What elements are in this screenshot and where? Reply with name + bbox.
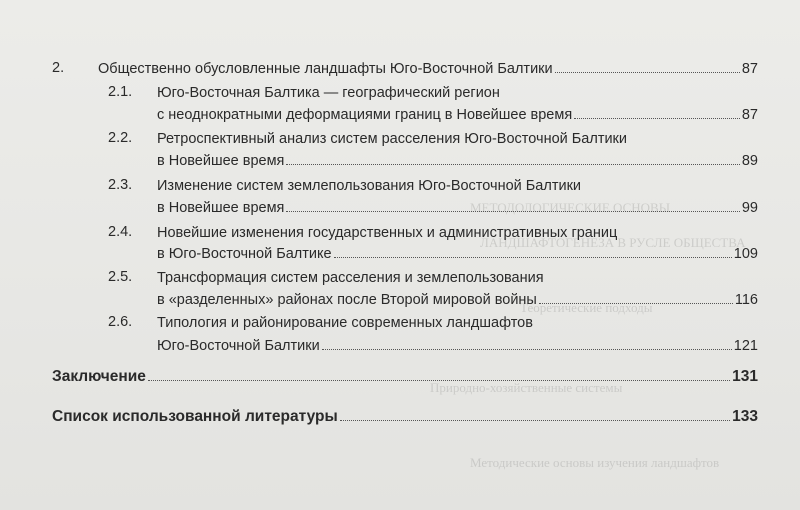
- subsection-title-line: в «разделенных» районах после Второй мировой войны: [157, 292, 537, 308]
- leader-dots: [340, 420, 730, 421]
- toc-entry-2-1[interactable]: [157, 106, 758, 124]
- leader-dots: [574, 118, 740, 119]
- conclusion-title: Заключение: [52, 368, 146, 385]
- leader-dots: [539, 303, 733, 304]
- page-number: 87: [741, 107, 758, 123]
- subsection-number: 2.6.: [108, 314, 133, 330]
- leader-dots: [555, 72, 740, 73]
- subsection-title-line: Новейшие изменения государственных и административных границ: [157, 225, 618, 241]
- page-number: 121: [733, 338, 758, 354]
- toc-entry-section-2[interactable]: [98, 60, 758, 78]
- toc-entry-references[interactable]: [52, 408, 758, 426]
- bleed-through-text: Методические основы изучения ландшафтов: [470, 455, 720, 470]
- subsection-title-line: Юго-Восточная Балтика — географический регион: [157, 85, 500, 101]
- leader-dots: [148, 380, 730, 381]
- page-number: 116: [734, 292, 758, 308]
- bleed-through-text: Природно-хозяйственные системы: [430, 380, 623, 395]
- page-number: 89: [741, 153, 758, 169]
- page-number: 99: [741, 200, 758, 216]
- subsection-title-line: Юго-Восточной Балтики: [157, 338, 320, 354]
- toc-entry-line: [157, 314, 533, 332]
- toc-entry-2-4[interactable]: [157, 245, 758, 263]
- page-number: 87: [741, 61, 758, 77]
- subsection-number: 2.1.: [108, 84, 133, 100]
- bleed-through-text: МЕТОДОЛОГИЧЕСКИЕ ОСНОВЫ: [470, 200, 671, 215]
- toc-entry-2-3[interactable]: [157, 199, 758, 217]
- subsection-title-line: в Новейшее время: [157, 153, 285, 169]
- toc-entry-2-2[interactable]: [157, 152, 758, 170]
- page-number: 109: [733, 246, 758, 262]
- leader-dots: [286, 164, 739, 165]
- toc-entry-line: [157, 224, 617, 242]
- section-title: Общественно обусловленные ландшафты Юго-Восточной Балтики: [98, 61, 553, 77]
- toc-entry-2-6[interactable]: [157, 337, 758, 355]
- subsection-title-line: Типология и районирование современных ландшафтов: [157, 315, 533, 331]
- toc-entry-line: [157, 177, 581, 195]
- subsection-title-line: в Новейшее время: [157, 200, 285, 216]
- subsection-title-line: Трансформация систем расселения и землепользования: [157, 270, 544, 286]
- page-number: 133: [732, 408, 758, 425]
- section-number: 2.: [52, 60, 65, 76]
- subsection-title-line: Ретроспективный анализ систем расселения Юго-Восточной Балтики: [157, 131, 627, 147]
- subsection-title-line: в Юго-Восточной Балтике: [157, 246, 332, 262]
- toc-entry-line: [157, 130, 627, 148]
- references-title: Список использованной литературы: [52, 408, 338, 425]
- leader-dots: [286, 211, 739, 212]
- subsection-number: 2.4.: [108, 224, 133, 240]
- bleed-through-text: ЛАНДШАФТОГЕНЕЗА В РУСЛЕ ОБЩЕСТВА: [480, 235, 746, 250]
- leader-dots: [334, 257, 732, 258]
- toc-entry-2-5[interactable]: [157, 291, 758, 309]
- bleed-through-text: Теоретические подходы: [520, 300, 653, 315]
- toc-entry-conclusion[interactable]: [52, 368, 758, 386]
- subsection-title-line: Изменение систем землепользования Юго-Восточной Балтики: [157, 178, 582, 194]
- toc-entry-line: [157, 269, 544, 287]
- toc-entry-line: [157, 84, 500, 102]
- subsection-title-line: с неоднократными деформациями границ в Новейшее время: [157, 107, 573, 123]
- subsection-number: 2.5.: [108, 269, 133, 285]
- subsection-number: 2.3.: [108, 177, 133, 193]
- leader-dots: [322, 349, 732, 350]
- subsection-number: 2.2.: [108, 130, 133, 146]
- page-number: 131: [732, 368, 758, 385]
